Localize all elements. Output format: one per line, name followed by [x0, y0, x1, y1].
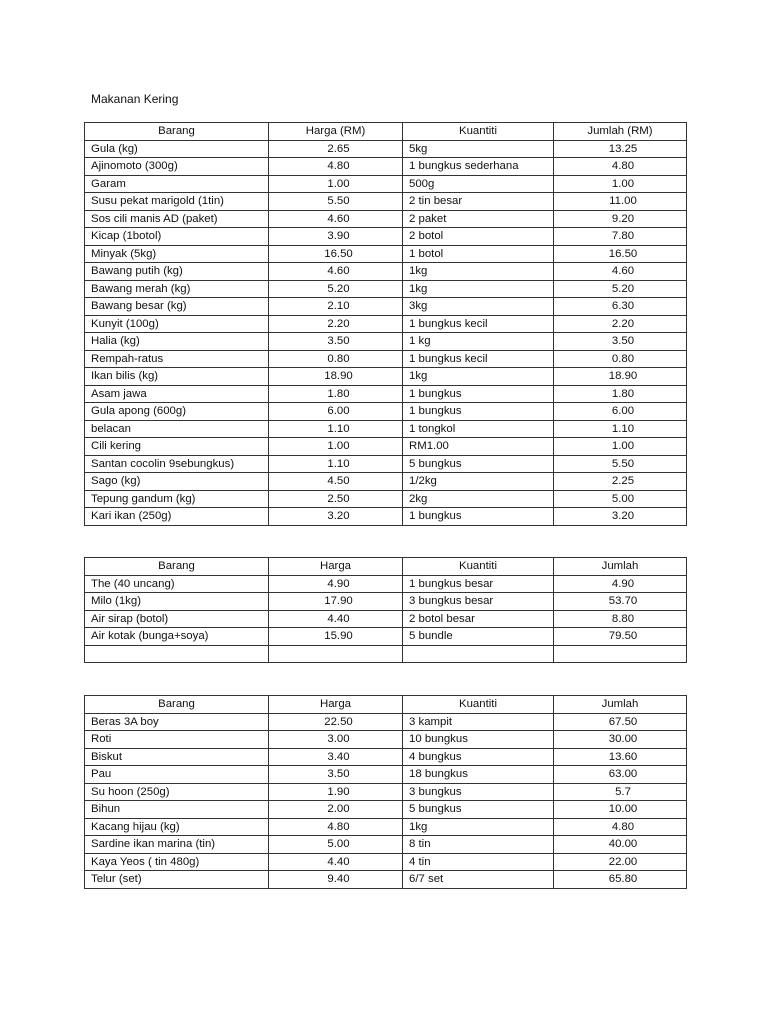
cell-jumlah: 3.50	[554, 333, 687, 351]
cell-jumlah: 18.90	[554, 368, 687, 386]
cell-kuantiti: 3 bungkus	[403, 783, 554, 801]
table-row	[85, 175, 687, 193]
cell-jumlah: 1.00	[554, 438, 687, 456]
cell-jumlah: 4.80	[554, 158, 687, 176]
cell-jumlah: 10.00	[554, 801, 687, 819]
cell-harga: 18.90	[269, 368, 403, 386]
table-row	[85, 766, 687, 784]
cell-kuantiti: 3 bungkus besar	[403, 593, 554, 611]
column-header-kuantiti: Kuantiti	[403, 696, 554, 714]
cell-kuantiti: 2 botol	[403, 228, 554, 246]
cell-barang: belacan	[85, 420, 269, 438]
cell-barang: Air kotak (bunga+soya)	[85, 628, 269, 646]
cell-kuantiti: 500g	[403, 175, 554, 193]
cell-barang: Kari ikan (250g)	[85, 508, 269, 526]
table-header-row	[85, 123, 687, 141]
cell-jumlah: 40.00	[554, 836, 687, 854]
cell-kuantiti: 3kg	[403, 298, 554, 316]
table-row	[85, 298, 687, 316]
cell-kuantiti: 4 tin	[403, 853, 554, 871]
cell-barang: Sos cili manis AD (paket)	[85, 210, 269, 228]
cell-barang: Halia (kg)	[85, 333, 269, 351]
cell-harga: 4.40	[269, 853, 403, 871]
table-row	[85, 228, 687, 246]
cell-harga: 4.90	[269, 575, 403, 593]
cell-harga: 3.50	[269, 766, 403, 784]
cell-barang: Pau	[85, 766, 269, 784]
cell-kuantiti: 2 paket	[403, 210, 554, 228]
cell-barang: Rempah-ratus	[85, 350, 269, 368]
cell-jumlah: 22.00	[554, 853, 687, 871]
cell-harga: 22.50	[269, 713, 403, 731]
cell-barang	[85, 645, 269, 663]
cell-harga: 17.90	[269, 593, 403, 611]
table-row	[85, 713, 687, 731]
cell-jumlah: 30.00	[554, 731, 687, 749]
cell-jumlah: 4.90	[554, 575, 687, 593]
cell-barang: Biskut	[85, 748, 269, 766]
cell-jumlah: 9.20	[554, 210, 687, 228]
cell-harga: 1.10	[269, 455, 403, 473]
cell-jumlah: 1.00	[554, 175, 687, 193]
column-header-jumlah: Jumlah	[554, 696, 687, 714]
cell-kuantiti: 8 tin	[403, 836, 554, 854]
cell-jumlah: 13.25	[554, 140, 687, 158]
cell-harga: 1.00	[269, 175, 403, 193]
table-row	[85, 455, 687, 473]
table-row	[85, 245, 687, 263]
table-row	[85, 333, 687, 351]
cell-harga: 1.10	[269, 420, 403, 438]
cell-harga: 4.50	[269, 473, 403, 491]
table-row	[85, 818, 687, 836]
cell-barang: Bihun	[85, 801, 269, 819]
cell-jumlah: 0.80	[554, 350, 687, 368]
cell-harga: 15.90	[269, 628, 403, 646]
cell-jumlah: 2.25	[554, 473, 687, 491]
cell-harga: 16.50	[269, 245, 403, 263]
table-row	[85, 385, 687, 403]
cell-barang: Roti	[85, 731, 269, 749]
cell-harga: 3.40	[269, 748, 403, 766]
cell-kuantiti: 1 botol	[403, 245, 554, 263]
cell-barang: Milo (1kg)	[85, 593, 269, 611]
cell-jumlah: 67.50	[554, 713, 687, 731]
cell-kuantiti: 1 bungkus sederhana	[403, 158, 554, 176]
cell-barang: Kaya Yeos ( tin 480g)	[85, 853, 269, 871]
cell-barang: Bawang putih (kg)	[85, 263, 269, 281]
cell-kuantiti: 1 bungkus kecil	[403, 350, 554, 368]
cell-barang: Sardine ikan marina (tin)	[85, 836, 269, 854]
cell-barang: Garam	[85, 175, 269, 193]
cell-harga: 4.60	[269, 263, 403, 281]
table-minuman	[84, 557, 687, 663]
cell-kuantiti: 3 kampit	[403, 713, 554, 731]
cell-barang: Gula apong (600g)	[85, 403, 269, 421]
cell-kuantiti: 1kg	[403, 368, 554, 386]
cell-jumlah	[554, 645, 687, 663]
cell-kuantiti: 5kg	[403, 140, 554, 158]
cell-barang: Sago (kg)	[85, 473, 269, 491]
cell-jumlah: 6.00	[554, 403, 687, 421]
column-header-jumlah: Jumlah (RM)	[554, 123, 687, 141]
cell-kuantiti: 1 kg	[403, 333, 554, 351]
cell-jumlah: 79.50	[554, 628, 687, 646]
cell-jumlah: 16.50	[554, 245, 687, 263]
cell-harga: 5.50	[269, 193, 403, 211]
cell-jumlah: 11.00	[554, 193, 687, 211]
column-header-harga: Harga	[269, 558, 403, 576]
cell-kuantiti: 1 bungkus	[403, 508, 554, 526]
cell-jumlah: 53.70	[554, 593, 687, 611]
table-row	[85, 473, 687, 491]
table-row	[85, 610, 687, 628]
column-header-harga: Harga (RM)	[269, 123, 403, 141]
cell-barang: The (40 uncang)	[85, 575, 269, 593]
cell-kuantiti: 6/7 set	[403, 871, 554, 889]
table-row	[85, 263, 687, 281]
cell-harga: 2.00	[269, 801, 403, 819]
cell-kuantiti: 5 bungkus	[403, 455, 554, 473]
table-row	[85, 420, 687, 438]
cell-barang: Kunyit (100g)	[85, 315, 269, 333]
table-row	[85, 403, 687, 421]
cell-barang: Bawang merah (kg)	[85, 280, 269, 298]
table-row	[85, 593, 687, 611]
cell-kuantiti: 1 bungkus	[403, 385, 554, 403]
cell-harga: 2.65	[269, 140, 403, 158]
cell-barang: Ajinomoto (300g)	[85, 158, 269, 176]
cell-kuantiti: 5 bundle	[403, 628, 554, 646]
cell-harga: 5.00	[269, 836, 403, 854]
column-header-jumlah: Jumlah	[554, 558, 687, 576]
cell-harga: 4.40	[269, 610, 403, 628]
table-row	[85, 280, 687, 298]
cell-harga: 4.60	[269, 210, 403, 228]
cell-barang: Asam jawa	[85, 385, 269, 403]
cell-kuantiti: 1 bungkus besar	[403, 575, 554, 593]
cell-kuantiti: 1/2kg	[403, 473, 554, 491]
cell-harga: 3.50	[269, 333, 403, 351]
cell-kuantiti: 1kg	[403, 263, 554, 281]
cell-barang: Minyak (5kg)	[85, 245, 269, 263]
cell-jumlah: 5.7	[554, 783, 687, 801]
cell-jumlah: 4.80	[554, 818, 687, 836]
column-header-barang: Barang	[85, 696, 269, 714]
table-row	[85, 871, 687, 889]
cell-jumlah: 5.00	[554, 490, 687, 508]
cell-barang: Beras 3A boy	[85, 713, 269, 731]
table-row	[85, 645, 687, 663]
document-title: Makanan Kering	[91, 92, 179, 106]
cell-barang: Santan cocolin 9sebungkus)	[85, 455, 269, 473]
table-row	[85, 853, 687, 871]
cell-kuantiti: 1 bungkus kecil	[403, 315, 554, 333]
cell-harga: 3.20	[269, 508, 403, 526]
cell-kuantiti: 1kg	[403, 280, 554, 298]
cell-jumlah: 5.20	[554, 280, 687, 298]
cell-jumlah: 2.20	[554, 315, 687, 333]
table-row	[85, 628, 687, 646]
cell-barang: Su hoon (250g)	[85, 783, 269, 801]
table-row	[85, 438, 687, 456]
cell-kuantiti: 1 tongkol	[403, 420, 554, 438]
column-header-kuantiti: Kuantiti	[403, 558, 554, 576]
cell-harga: 2.10	[269, 298, 403, 316]
table-barang-lain	[84, 695, 687, 889]
cell-harga	[269, 645, 403, 663]
cell-barang: Bawang besar (kg)	[85, 298, 269, 316]
cell-harga: 3.00	[269, 731, 403, 749]
table-row	[85, 508, 687, 526]
cell-kuantiti: 5 bungkus	[403, 801, 554, 819]
cell-jumlah: 8.80	[554, 610, 687, 628]
cell-harga: 4.80	[269, 818, 403, 836]
cell-harga: 1.90	[269, 783, 403, 801]
cell-harga: 2.50	[269, 490, 403, 508]
cell-kuantiti: RM1.00	[403, 438, 554, 456]
cell-jumlah: 3.20	[554, 508, 687, 526]
cell-harga: 3.90	[269, 228, 403, 246]
cell-jumlah: 5.50	[554, 455, 687, 473]
table-row	[85, 801, 687, 819]
cell-kuantiti: 2 tin besar	[403, 193, 554, 211]
cell-kuantiti: 2kg	[403, 490, 554, 508]
table-row	[85, 731, 687, 749]
table-row	[85, 158, 687, 176]
cell-kuantiti: 4 bungkus	[403, 748, 554, 766]
cell-jumlah: 4.60	[554, 263, 687, 281]
cell-barang: Kacang hijau (kg)	[85, 818, 269, 836]
table-row	[85, 368, 687, 386]
cell-kuantiti: 1 bungkus	[403, 403, 554, 421]
cell-jumlah: 13.60	[554, 748, 687, 766]
column-header-barang: Barang	[85, 558, 269, 576]
table-row	[85, 490, 687, 508]
cell-harga: 5.20	[269, 280, 403, 298]
table-row	[85, 210, 687, 228]
cell-kuantiti: 2 botol besar	[403, 610, 554, 628]
cell-barang: Tepung gandum (kg)	[85, 490, 269, 508]
cell-jumlah: 1.80	[554, 385, 687, 403]
table-header-row	[85, 558, 687, 576]
table-makanan-kering	[84, 122, 687, 526]
cell-barang: Kicap (1botol)	[85, 228, 269, 246]
cell-harga: 2.20	[269, 315, 403, 333]
cell-barang: Cili kering	[85, 438, 269, 456]
cell-barang: Susu pekat marigold (1tin)	[85, 193, 269, 211]
table-row	[85, 350, 687, 368]
table-row	[85, 575, 687, 593]
cell-barang: Telur (set)	[85, 871, 269, 889]
cell-barang: Ikan bilis (kg)	[85, 368, 269, 386]
cell-jumlah: 7.80	[554, 228, 687, 246]
table-row	[85, 836, 687, 854]
table-header-row	[85, 696, 687, 714]
cell-kuantiti: 10 bungkus	[403, 731, 554, 749]
column-header-harga: Harga	[269, 696, 403, 714]
cell-barang: Gula (kg)	[85, 140, 269, 158]
table-row	[85, 748, 687, 766]
table-row	[85, 193, 687, 211]
cell-harga: 4.80	[269, 158, 403, 176]
table-row	[85, 783, 687, 801]
cell-harga: 1.80	[269, 385, 403, 403]
cell-jumlah: 1.10	[554, 420, 687, 438]
cell-kuantiti: 18 bungkus	[403, 766, 554, 784]
cell-harga: 0.80	[269, 350, 403, 368]
cell-barang: Air sirap (botol)	[85, 610, 269, 628]
cell-jumlah: 63.00	[554, 766, 687, 784]
cell-harga: 6.00	[269, 403, 403, 421]
column-header-kuantiti: Kuantiti	[403, 123, 554, 141]
table-row	[85, 140, 687, 158]
cell-harga: 9.40	[269, 871, 403, 889]
column-header-barang: Barang	[85, 123, 269, 141]
cell-jumlah: 6.30	[554, 298, 687, 316]
cell-jumlah: 65.80	[554, 871, 687, 889]
cell-kuantiti	[403, 645, 554, 663]
cell-kuantiti: 1kg	[403, 818, 554, 836]
table-row	[85, 315, 687, 333]
cell-harga: 1.00	[269, 438, 403, 456]
